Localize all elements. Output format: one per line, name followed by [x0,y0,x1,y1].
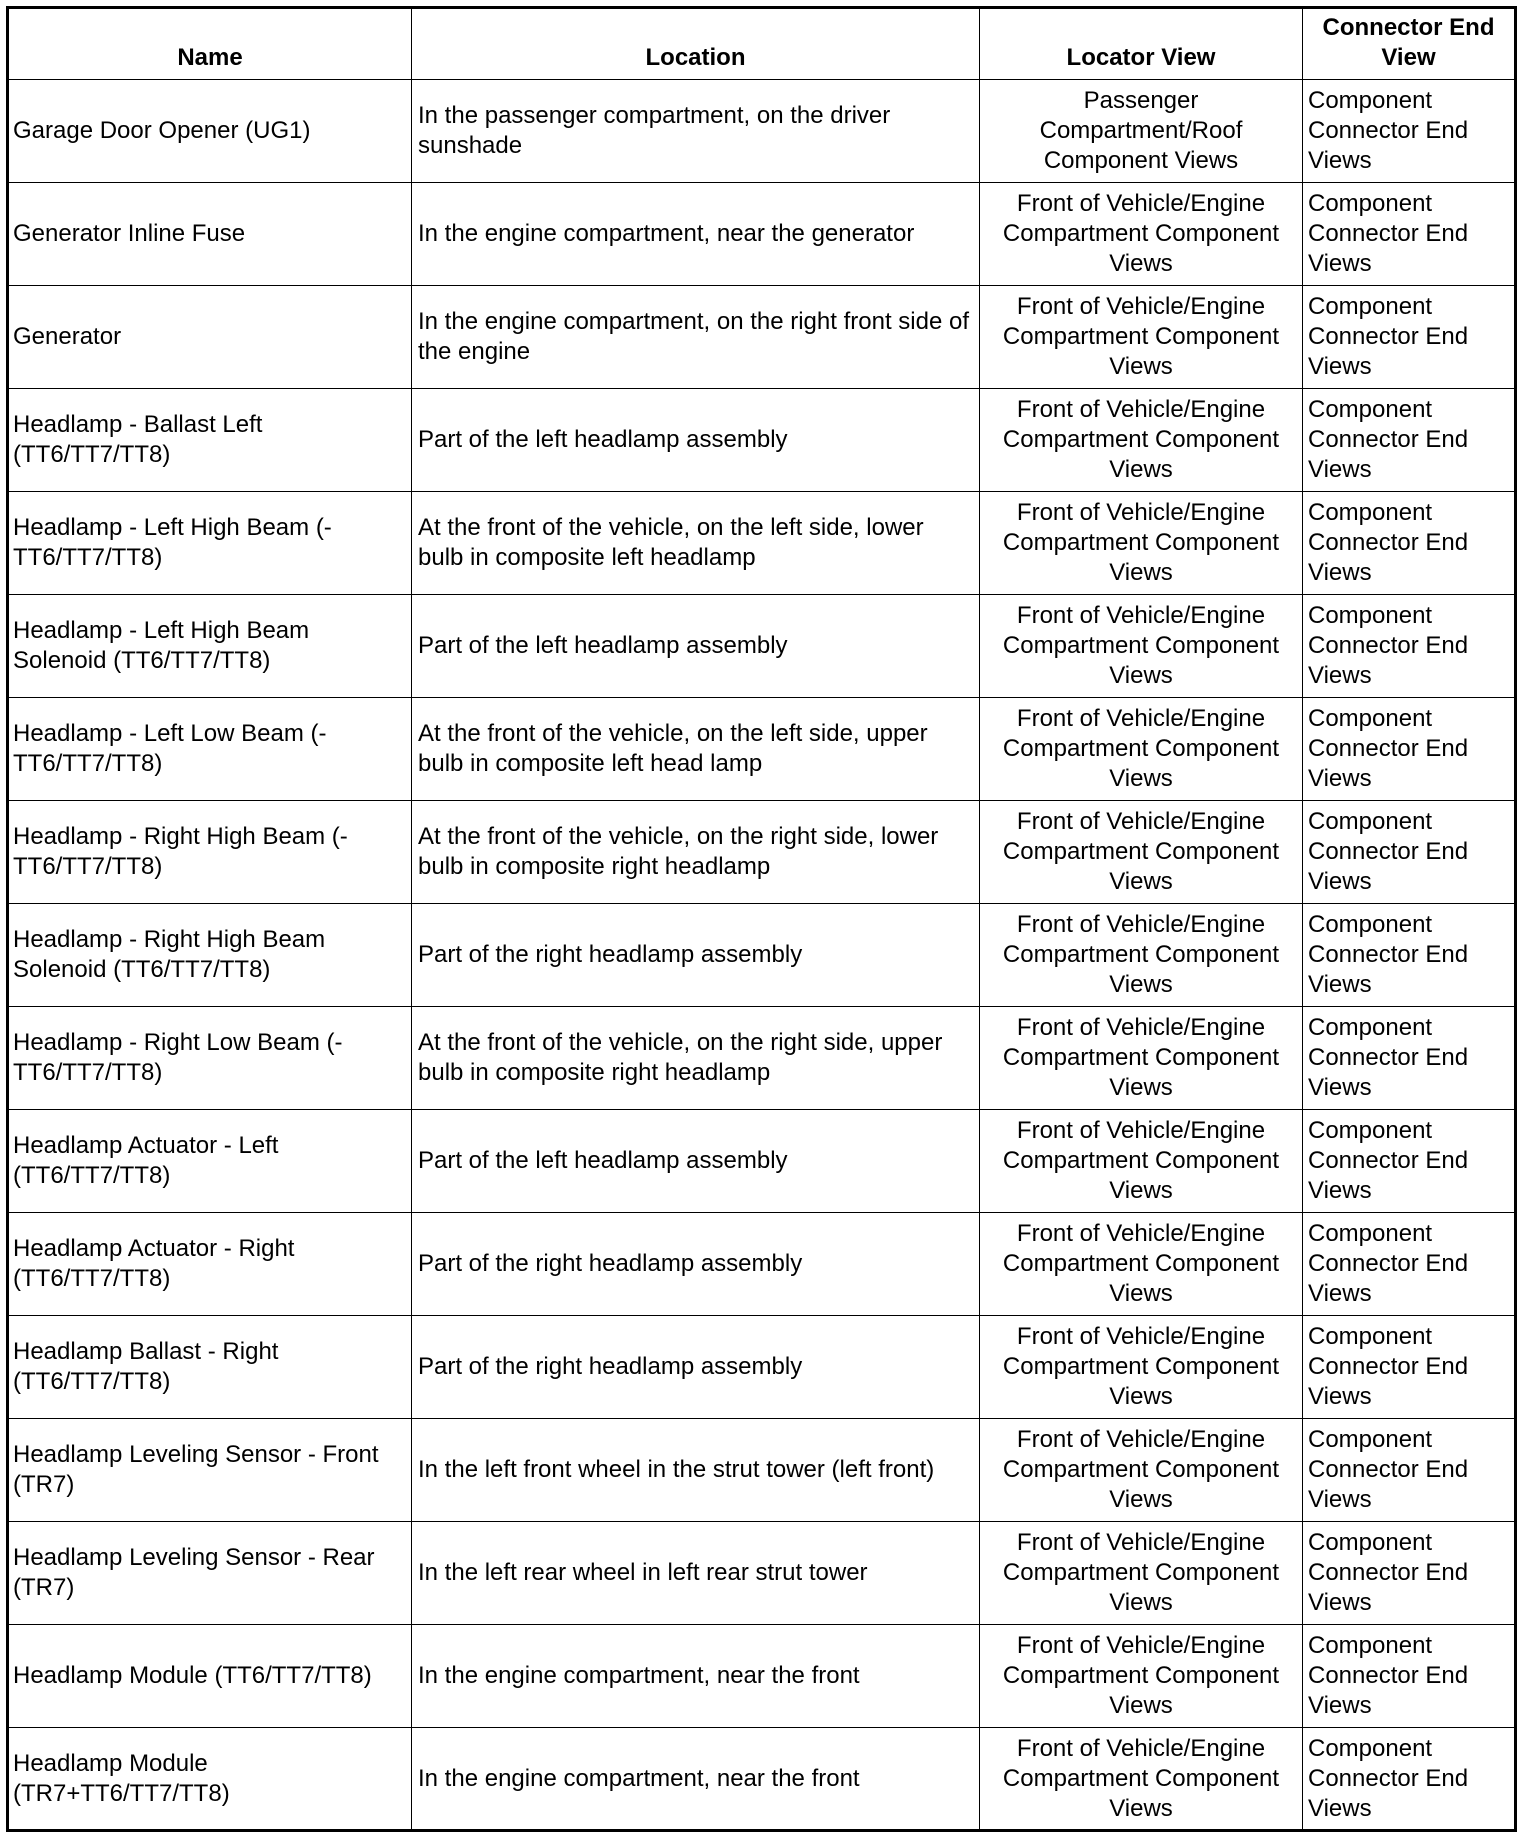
cell-location: At the front of the vehicle, on the left side, lower bulb in composite left headlamp [412,492,980,595]
cell-locator-view: Front of Vehicle/Engine Compartment Component Views [980,801,1303,904]
cell-name: Headlamp Leveling Sensor - Front (TR7) [8,1419,412,1522]
cell-connector-end-view: Component Connector End Views [1303,1316,1516,1419]
header-row [8,8,1516,80]
cell-location: Part of the left headlamp assembly [412,389,980,492]
cell-location: In the passenger compartment, on the driver sunshade [412,80,980,183]
cell-locator-view: Front of Vehicle/Engine Compartment Component Views [980,595,1303,698]
table-row [8,286,1516,389]
cell-location: Part of the right headlamp assembly [412,904,980,1007]
header-location: Location [412,8,980,80]
cell-locator-view: Front of Vehicle/Engine Compartment Component Views [980,389,1303,492]
table-row [8,1316,1516,1419]
cell-location: Part of the right headlamp assembly [412,1213,980,1316]
cell-connector-end-view: Component Connector End Views [1303,1522,1516,1625]
cell-location: In the engine compartment, near the front [412,1625,980,1728]
cell-name: Headlamp Module (TT6/TT7/TT8) [8,1625,412,1728]
header-locator-view: Locator View [980,8,1303,80]
cell-location: At the front of the vehicle, on the right side, upper bulb in composite right headlamp [412,1007,980,1110]
cell-connector-end-view: Component Connector End Views [1303,801,1516,904]
table-row [8,492,1516,595]
cell-location: At the front of the vehicle, on the left side, upper bulb in composite left head lamp [412,698,980,801]
cell-connector-end-view: Component Connector End Views [1303,1110,1516,1213]
cell-locator-view: Front of Vehicle/Engine Compartment Component Views [980,1007,1303,1110]
cell-locator-view: Front of Vehicle/Engine Compartment Component Views [980,904,1303,1007]
table-row [8,80,1516,183]
table-row [8,595,1516,698]
cell-name: Headlamp - Right Low Beam (-TT6/TT7/TT8) [8,1007,412,1110]
cell-name: Headlamp - Left Low Beam (-TT6/TT7/TT8) [8,698,412,801]
cell-connector-end-view: Component Connector End Views [1303,1625,1516,1728]
cell-connector-end-view: Component Connector End Views [1303,80,1516,183]
cell-connector-end-view: Component Connector End Views [1303,286,1516,389]
cell-name: Generator [8,286,412,389]
cell-name: Headlamp - Left High Beam (-TT6/TT7/TT8) [8,492,412,595]
cell-name: Headlamp - Ballast Left (TT6/TT7/TT8) [8,389,412,492]
table-header [8,8,1516,80]
cell-locator-view: Front of Vehicle/Engine Compartment Component Views [980,1728,1303,1831]
table-row [8,698,1516,801]
table-row [8,1419,1516,1522]
table-row [8,904,1516,1007]
cell-connector-end-view: Component Connector End Views [1303,1213,1516,1316]
cell-locator-view: Front of Vehicle/Engine Compartment Component Views [980,286,1303,389]
component-locator-table [6,6,1517,1832]
cell-name: Headlamp Module (TR7+TT6/TT7/TT8) [8,1728,412,1831]
cell-name: Garage Door Opener (UG1) [8,80,412,183]
header-connector-end-view: Connector End View [1303,8,1516,80]
cell-connector-end-view: Component Connector End Views [1303,389,1516,492]
cell-locator-view: Front of Vehicle/Engine Compartment Component Views [980,1419,1303,1522]
cell-locator-view: Front of Vehicle/Engine Compartment Component Views [980,1522,1303,1625]
cell-locator-view: Front of Vehicle/Engine Compartment Component Views [980,1625,1303,1728]
cell-location: In the engine compartment, near the generator [412,183,980,286]
cell-location: At the front of the vehicle, on the right side, lower bulb in composite right headlamp [412,801,980,904]
table-row [8,1522,1516,1625]
cell-location: Part of the right headlamp assembly [412,1316,980,1419]
cell-name: Generator Inline Fuse [8,183,412,286]
cell-connector-end-view: Component Connector End Views [1303,904,1516,1007]
cell-locator-view: Front of Vehicle/Engine Compartment Component Views [980,1213,1303,1316]
cell-location: Part of the left headlamp assembly [412,595,980,698]
table-body [8,80,1516,1831]
cell-location: In the left front wheel in the strut tower (left front) [412,1419,980,1522]
cell-location: In the left rear wheel in left rear strut tower [412,1522,980,1625]
cell-name: Headlamp Actuator - Left (TT6/TT7/TT8) [8,1110,412,1213]
cell-connector-end-view: Component Connector End Views [1303,698,1516,801]
table-row [8,1213,1516,1316]
cell-name: Headlamp Ballast - Right (TT6/TT7/TT8) [8,1316,412,1419]
cell-connector-end-view: Component Connector End Views [1303,1007,1516,1110]
cell-location: In the engine compartment, on the right front side of the engine [412,286,980,389]
header-name: Name [8,8,412,80]
cell-location: Part of the left headlamp assembly [412,1110,980,1213]
table-row [8,1625,1516,1728]
table-row [8,389,1516,492]
cell-locator-view: Front of Vehicle/Engine Compartment Component Views [980,1110,1303,1213]
cell-name: Headlamp Actuator - Right (TT6/TT7/TT8) [8,1213,412,1316]
cell-connector-end-view: Component Connector End Views [1303,492,1516,595]
table-row [8,801,1516,904]
cell-name: Headlamp Leveling Sensor - Rear (TR7) [8,1522,412,1625]
table-row [8,183,1516,286]
cell-locator-view: Front of Vehicle/Engine Compartment Component Views [980,492,1303,595]
table-row [8,1110,1516,1213]
cell-name: Headlamp - Left High Beam Solenoid (TT6/TT7/TT8) [8,595,412,698]
cell-locator-view: Front of Vehicle/Engine Compartment Component Views [980,183,1303,286]
cell-connector-end-view: Component Connector End Views [1303,1419,1516,1522]
cell-connector-end-view: Component Connector End Views [1303,1728,1516,1831]
table-row [8,1728,1516,1831]
cell-connector-end-view: Component Connector End Views [1303,183,1516,286]
cell-locator-view: Front of Vehicle/Engine Compartment Component Views [980,698,1303,801]
cell-locator-view: Front of Vehicle/Engine Compartment Component Views [980,1316,1303,1419]
table-row [8,1007,1516,1110]
cell-locator-view: Passenger Compartment/Roof Component Views [980,80,1303,183]
cell-name: Headlamp - Right High Beam Solenoid (TT6/TT7/TT8) [8,904,412,1007]
cell-connector-end-view: Component Connector End Views [1303,595,1516,698]
cell-name: Headlamp - Right High Beam (-TT6/TT7/TT8) [8,801,412,904]
cell-location: In the engine compartment, near the front [412,1728,980,1831]
